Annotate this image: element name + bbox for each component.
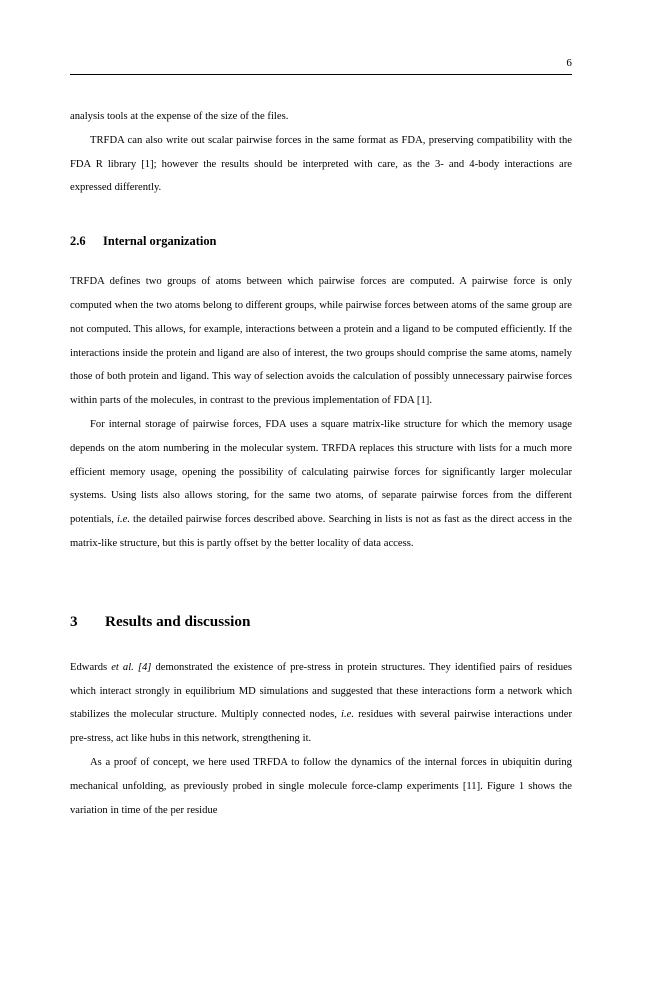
page-content-column	[70, 0, 572, 822]
emphasis-ie-storage: i.e.	[117, 514, 130, 526]
page-number: 6	[566, 57, 572, 69]
paragraph-proof-of-concept: As a proof of concept, we here used TRFDA to follow the dynamics of the internal forces in ubiquitin during mechanical unfolding, as previously probed in single molecule force-clamp experiments [11]. Figure 1 shows the variation in time of the per residue	[70, 756, 572, 816]
paragraph-edwards-part2: demonstrated the existence of pre-stress in protein structures. They identified pairs of residues which interact strongly in equilibrium MD simulations and suggested that these interactions form a network which stabilizes the molecular structure. Multiply connected nodes,	[70, 661, 572, 721]
paragraph-groups: TRFDA defines two groups of atoms between which pairwise forces are computed. A pairwise force is only computed when the two atoms belong to different groups, while pairwise forces between atoms of the same group are not computed. This allows, for example, interactions between a protein and a ligand to be computed efficiently. If the interactions inside the protein and ligand are also of interest, the two groups should comprise the same atoms, namely those of both protein and ligand. This way of selection avoids the calculation of possibly unnecessary pairwise forces within parts of the molecules, in contrast to the previous implementation of FDA [1].	[70, 276, 572, 407]
subsection-heading-2-6	[70, 232, 572, 250]
paragraph-edwards-part3: residues with several pairwise interactions under pre-stress, act like hubs in this network, strengthening it.	[70, 709, 572, 745]
section-spacer-after	[70, 633, 572, 656]
emphasis-et-al-citation: et al. [4]	[111, 661, 152, 673]
section-heading-3	[70, 611, 572, 633]
paragraph-continued: analysis tools at the expense of the size of the files.	[70, 111, 289, 122]
subsection-title: Internal organization	[103, 234, 217, 249]
subsection-spacer-before	[70, 200, 572, 232]
running-head	[70, 0, 572, 75]
paragraph-edwards-part1: Edwards	[70, 661, 112, 673]
paragraph-internal-storage	[70, 413, 572, 556]
subsection-spacer-after	[70, 250, 572, 270]
section-number: 3	[70, 612, 78, 630]
section-title: Results and discussion	[105, 612, 251, 630]
paragraph-edwards	[70, 656, 572, 751]
subsection-number: 2.6	[70, 234, 86, 249]
paragraph-storage-part2: the detailed pairwise forces described above. Searching in lists is not as fast as the direct access in the matrix-like structure, but this is partly offset by the better locality of data access.	[70, 514, 572, 549]
emphasis-ie-edwards: i.e.	[341, 709, 355, 721]
section-spacer-before	[70, 556, 572, 611]
paragraph-trfda-scalar: TRFDA can also write out scalar pairwise forces in the same format as FDA, preserving compatibility with the FDA R library [1]; however the results should be interpreted with care, as the 3- and 4-body interactions are expressed differently.	[70, 134, 572, 194]
header-rule	[70, 74, 572, 75]
paragraph-storage-part1: For internal storage of pairwise forces, FDA uses a square matrix-like structure for which the memory usage depends on the atom numbering in the molecular system. TRFDA replaces this structure with lists for a much more efficient memory usage, opening the possibility of calculating pairwise forces for significantly larger molecular systems. Using lists also allows storing, for the same two atoms, of separate pairwise forces from the different potentials,	[70, 418, 572, 526]
